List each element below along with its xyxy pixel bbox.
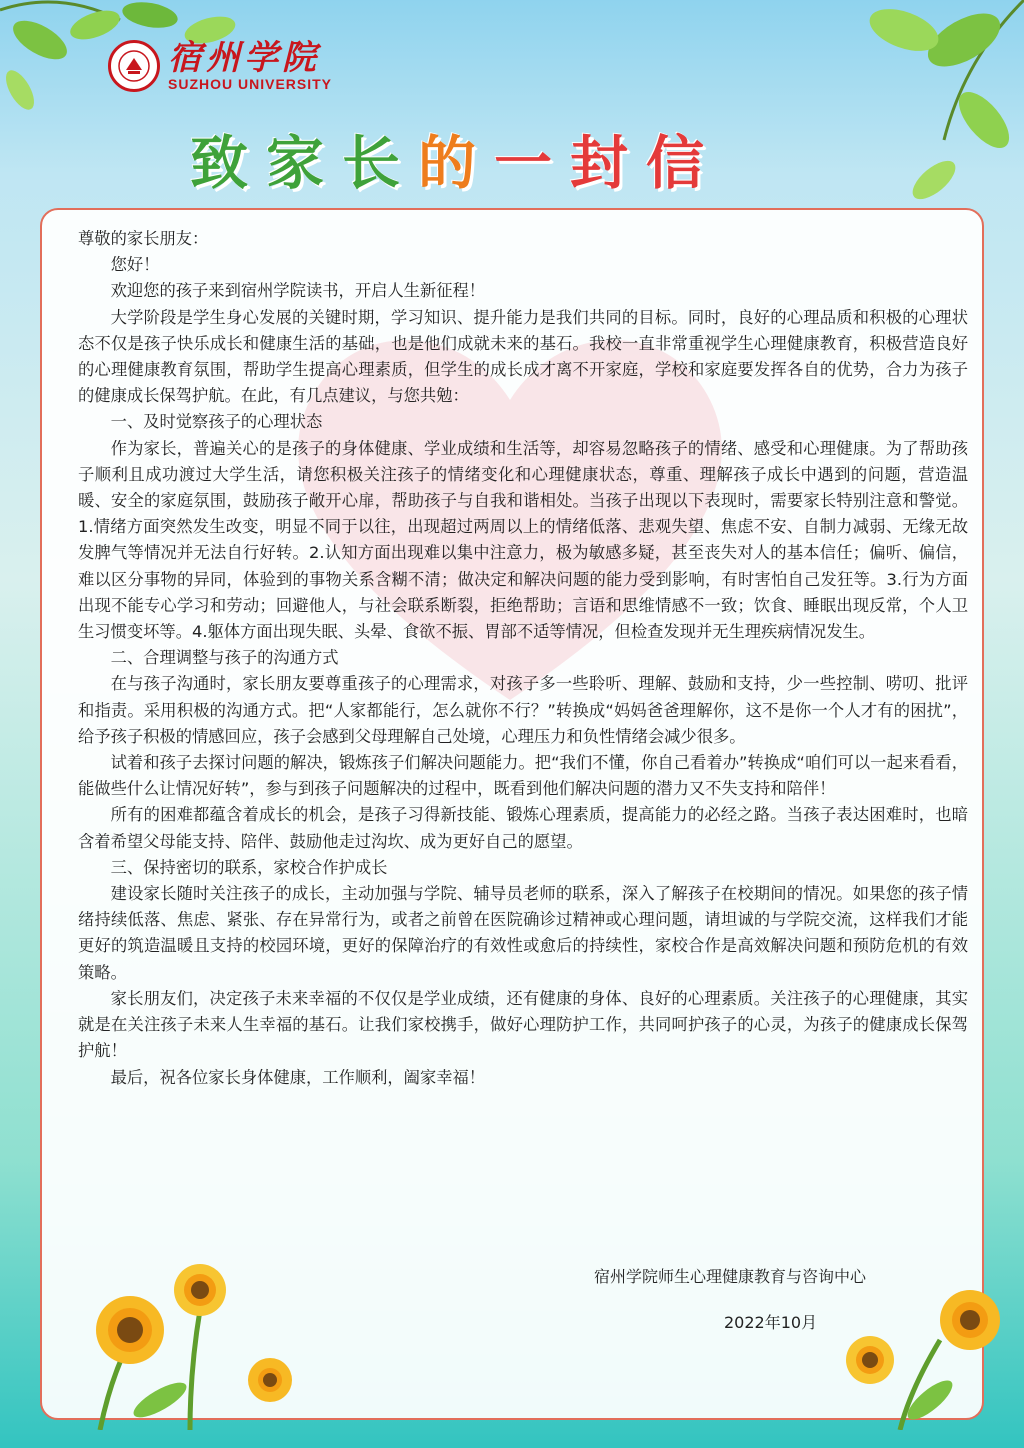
letter-body bbox=[78, 226, 968, 1091]
logo-english-name: SUZHOU UNIVERSITY bbox=[168, 76, 333, 92]
letter-greeting: 尊敬的家长朋友： bbox=[78, 229, 209, 248]
section-heading: 一、及时觉察孩子的心理状态 bbox=[110, 412, 323, 432]
letter-paragraph: 欢迎您的孩子来到宿州学院读书，开启人生新征程！ bbox=[110, 281, 486, 301]
letter-paragraph: 建设家长随时关注孩子的成长，主动加强与学院、辅导员老师的联系，深入了解孩子在校期间的情况。如果您的孩子情绪持续低落、焦虑、紧张、存在异常行为，或者之前曾在医院确诊过精神或心理问题，请坦诚的与学院交流，这样我们才能更好的筑造温暖且支持的校园环境，更好的保障治疗的有效性或愈后的持续性，家校合作是高效解决问题和预防危机的有效策略。 bbox=[78, 884, 968, 982]
section-heading: 三、保持密切的联系，家校合作护成长 bbox=[110, 857, 388, 877]
letter-signature: 宿州学院师生心理健康教育与咨询中心 bbox=[594, 1267, 867, 1286]
title-part-1: 致家长 bbox=[190, 129, 419, 197]
title-part-2: 的 bbox=[418, 129, 495, 197]
letter-paragraph: 大学阶段是学生身心发展的关键时期，学习知识、提升能力是我们共同的目标。同时，良好的心理品质和积极的心理状态不仅是孩子快乐成长和健康生活的基础，也是他们成就未来的基石。我校一直非常重视学生心理健康教育，积极营造良好的心理健康教育氛围，帮助学生提高心理素质，但学生的成长成才离不开家庭，学校和家庭要发挥各自的优势，合力为孩子的健康成长保驾护航。在此，有几点建议，与您共勉： bbox=[78, 307, 968, 406]
letter-paragraph: 所有的困难都蕴含着成长的机会，是孩子习得新技能、锻炼心理素质，提高能力的必经之路。当孩子表达困难时，也暗含着希望父母能支持、陪伴、鼓励他走过沟坎、成为更好自己的愿望。 bbox=[78, 805, 968, 851]
sunflower-decoration-left-icon bbox=[40, 1230, 340, 1430]
logo-chinese-name: 宿州学院 bbox=[168, 38, 320, 78]
sunflower-decoration-right-icon bbox=[820, 1280, 1010, 1430]
letter-paragraph: 试着和孩子去探讨问题的解决，锻炼孩子们解决问题能力。把“我们不懂，你自己看着办”转换成“咱们可以一起来看看，能做些什么让情况好转”，参与到孩子问题解决的过程中，既看到他们解决问题的潜力又不失支持和陪伴！ bbox=[78, 753, 968, 799]
letter-paragraph: 最后，祝各位家长身体健康，工作顺利，阖家幸福！ bbox=[110, 1067, 486, 1087]
letter-date: 2022年10月 bbox=[724, 1313, 818, 1332]
letter-paragraph: 您好！ bbox=[110, 255, 160, 275]
letter-paragraph: 在与孩子沟通时，家长朋友要尊重孩子的心理需求，对孩子多一些聆听、理解、鼓励和支持，少一些控制、唠叨、批评和指责。采用积极的沟通方式。把“人家都能行，怎么就你不行？”转换成“妈妈爸爸理解你，这不是你一个人才有的困扰”，给予孩子积极的情感回应，孩子会感到父母理解自己处境，心理压力和负性情绪会减少很多。 bbox=[78, 674, 968, 746]
letter-paragraph: 家长朋友们，决定孩子未来幸福的不仅仅是学业成绩，还有健康的身体、良好的心理素质。关注孩子的心理健康，其实就是在关注孩子未来人生幸福的基石。让我们家校携手，做好心理防护工作，共同呵护孩子的心灵，为孩子的健康成长保驾护航！ bbox=[78, 988, 968, 1061]
section-heading: 二、合理调整与孩子的沟通方式 bbox=[110, 648, 339, 668]
university-logo bbox=[108, 40, 332, 92]
letter-paragraph: 作为家长，普遍关心的是孩子的身体健康、学业成绩和生活等，却容易忽略孩子的情绪、感受和心理健康。为了帮助孩子顺利且成功渡过大学生活，请您积极关注孩子的情绪变化和心理健康状态，尊重、理解孩子成长中遇到的问题，营造温暖、安全的家庭氛围，鼓励孩子敞开心扉，帮助孩子与自我和谐相处。当孩子出现以下表现时，需要家长特别注意和警觉。1.情绪方面突然发生改变，明显不同于以往，出现超过两周以上的情绪低落、悲观失望、焦虑不安、自制力减弱、无缘无故发脾气等情况并无法自行好转。2.认知方面出现难以集中注意力，极为敏感多疑，甚至丧失对人的基本信任；偏听、偏信，难以区分事物的异同，体验到的事物关系含糊不清；做决定和解决问题的能力受到影响，有时害怕自己发狂等。3.行为方面出现不能专心学习和劳动；回避他人，与社会联系断裂，拒绝帮助；言语和思维情感不一致；饮食、睡眠出现反常，个人卫生习惯变坏等。4.躯体方面出现失眠、头晕、食欲不振、胃部不适等情况，但检查发现并无生理疾病情况发生。 bbox=[78, 438, 968, 642]
university-seal-icon bbox=[108, 40, 160, 92]
title-part-3: 一封信 bbox=[494, 129, 723, 197]
page-title bbox=[190, 116, 830, 200]
